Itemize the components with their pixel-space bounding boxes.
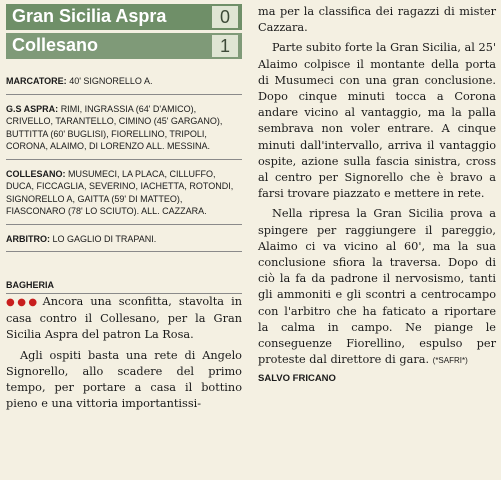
byline: SALVO FRICANO: [258, 373, 336, 385]
article-paragraph: Agli ospiti basta una rete di Angelo Signorello, allo scadere del primo tempo, per portare a casa il bottino pieno e una vittoria importantissi-: [6, 348, 242, 411]
article-paragraph: [6, 294, 242, 344]
article-paragraph: ma per la classifica dei ragazzi di mister Cazzara.: [258, 5, 496, 35]
collesano-text: MUSUMECI, LA PLACA, CILLUFFO, DUCA, FICCAGLIA, SEVERINO, IACHETTA, ROTONDI, SIGNORELLO A, GAITTA (59' DI MATTEO), FIASCONARO (78' LO SCIUTO). ALL. CAZZARA.: [6, 168, 234, 216]
article-right-text: [258, 4, 496, 369]
left-column: [6, 4, 242, 416]
gs-aspra-text: RIMI, INGRASSIA (64' D'AMICO), CRIVELLO, TARANTELLO, CIMINO (45' GARGANO), BUTTITTA (60' BUGLISI), FIORELLINO, TRIPOLI, CORONA, ALAIMO, DI LORENZO ALL. MESSINA.: [6, 103, 223, 151]
article-paragraph: [258, 206, 496, 369]
scoreboard-home: [6, 4, 242, 30]
article-paragraph-text: Ancora una sconfitta, stavolta in casa contro il Collesano, per la Gran Sicilia Aspra del patron La Rosa.: [6, 295, 242, 342]
away-team-name: Collesano: [12, 35, 99, 55]
marcatore-block: [6, 75, 242, 95]
credit: (*SAFRI*): [432, 356, 468, 366]
scoreboard-away: [6, 33, 242, 59]
arbitro-text: LO GAGLIO DI TRAPANI.: [52, 233, 157, 244]
marcatore-text: 40' SIGNORELLO A.: [69, 76, 153, 86]
right-column: [258, 4, 496, 384]
article-left-text: [6, 294, 242, 412]
arbitro-block: [6, 233, 242, 253]
article-paragraph: Parte subito forte la Gran Sicilia, al 25' Alaimo colpisce il montante della porta di Musumeci con una gran conclusione. Dopo cinque minuti tocca a Corona andare vicino al vantaggio, ma la palla sembrava non voler entrare. A cinque minuti dall'intervallo, arriva il vantaggio ospite, azione sulla fascia sinistra, cross al centro per Signorello che è bravo a farsi trovare piazzato e mettere in rete.: [258, 41, 496, 201]
marcatore-label: MARCATORE:: [6, 76, 67, 86]
collesano-block: [6, 168, 242, 225]
home-team-score: 0: [212, 6, 238, 28]
away-team-score: 1: [212, 35, 238, 57]
gs-aspra-block: [6, 103, 242, 160]
arbitro-label: ARBITRO:: [6, 233, 50, 244]
home-team-name: Gran Sicilia Aspra: [12, 6, 167, 26]
gs-aspra-label: G.S ASPRA:: [6, 103, 59, 114]
location-tag: BAGHERIA: [6, 280, 242, 294]
article-paragraph-text: Nella ripresa la Gran Sicilia prova a spingere per raggiungere il pareggio, Alaimo ci va vicino al 60', ma la sua conclusione sfiora la traversa. Dopo di ciò la fa da padrone il nervosismo, tanti gli ammoniti e gli scontri a centrocampo con l'arbitro che ha faticato a riportare la calma in campo. Ne piange le conseguenze Fiorellino, espulso per proteste dal direttore di gara.: [258, 207, 496, 367]
bullet-marks: ●●●: [6, 297, 40, 308]
collesano-label: COLLESANO:: [6, 168, 66, 179]
